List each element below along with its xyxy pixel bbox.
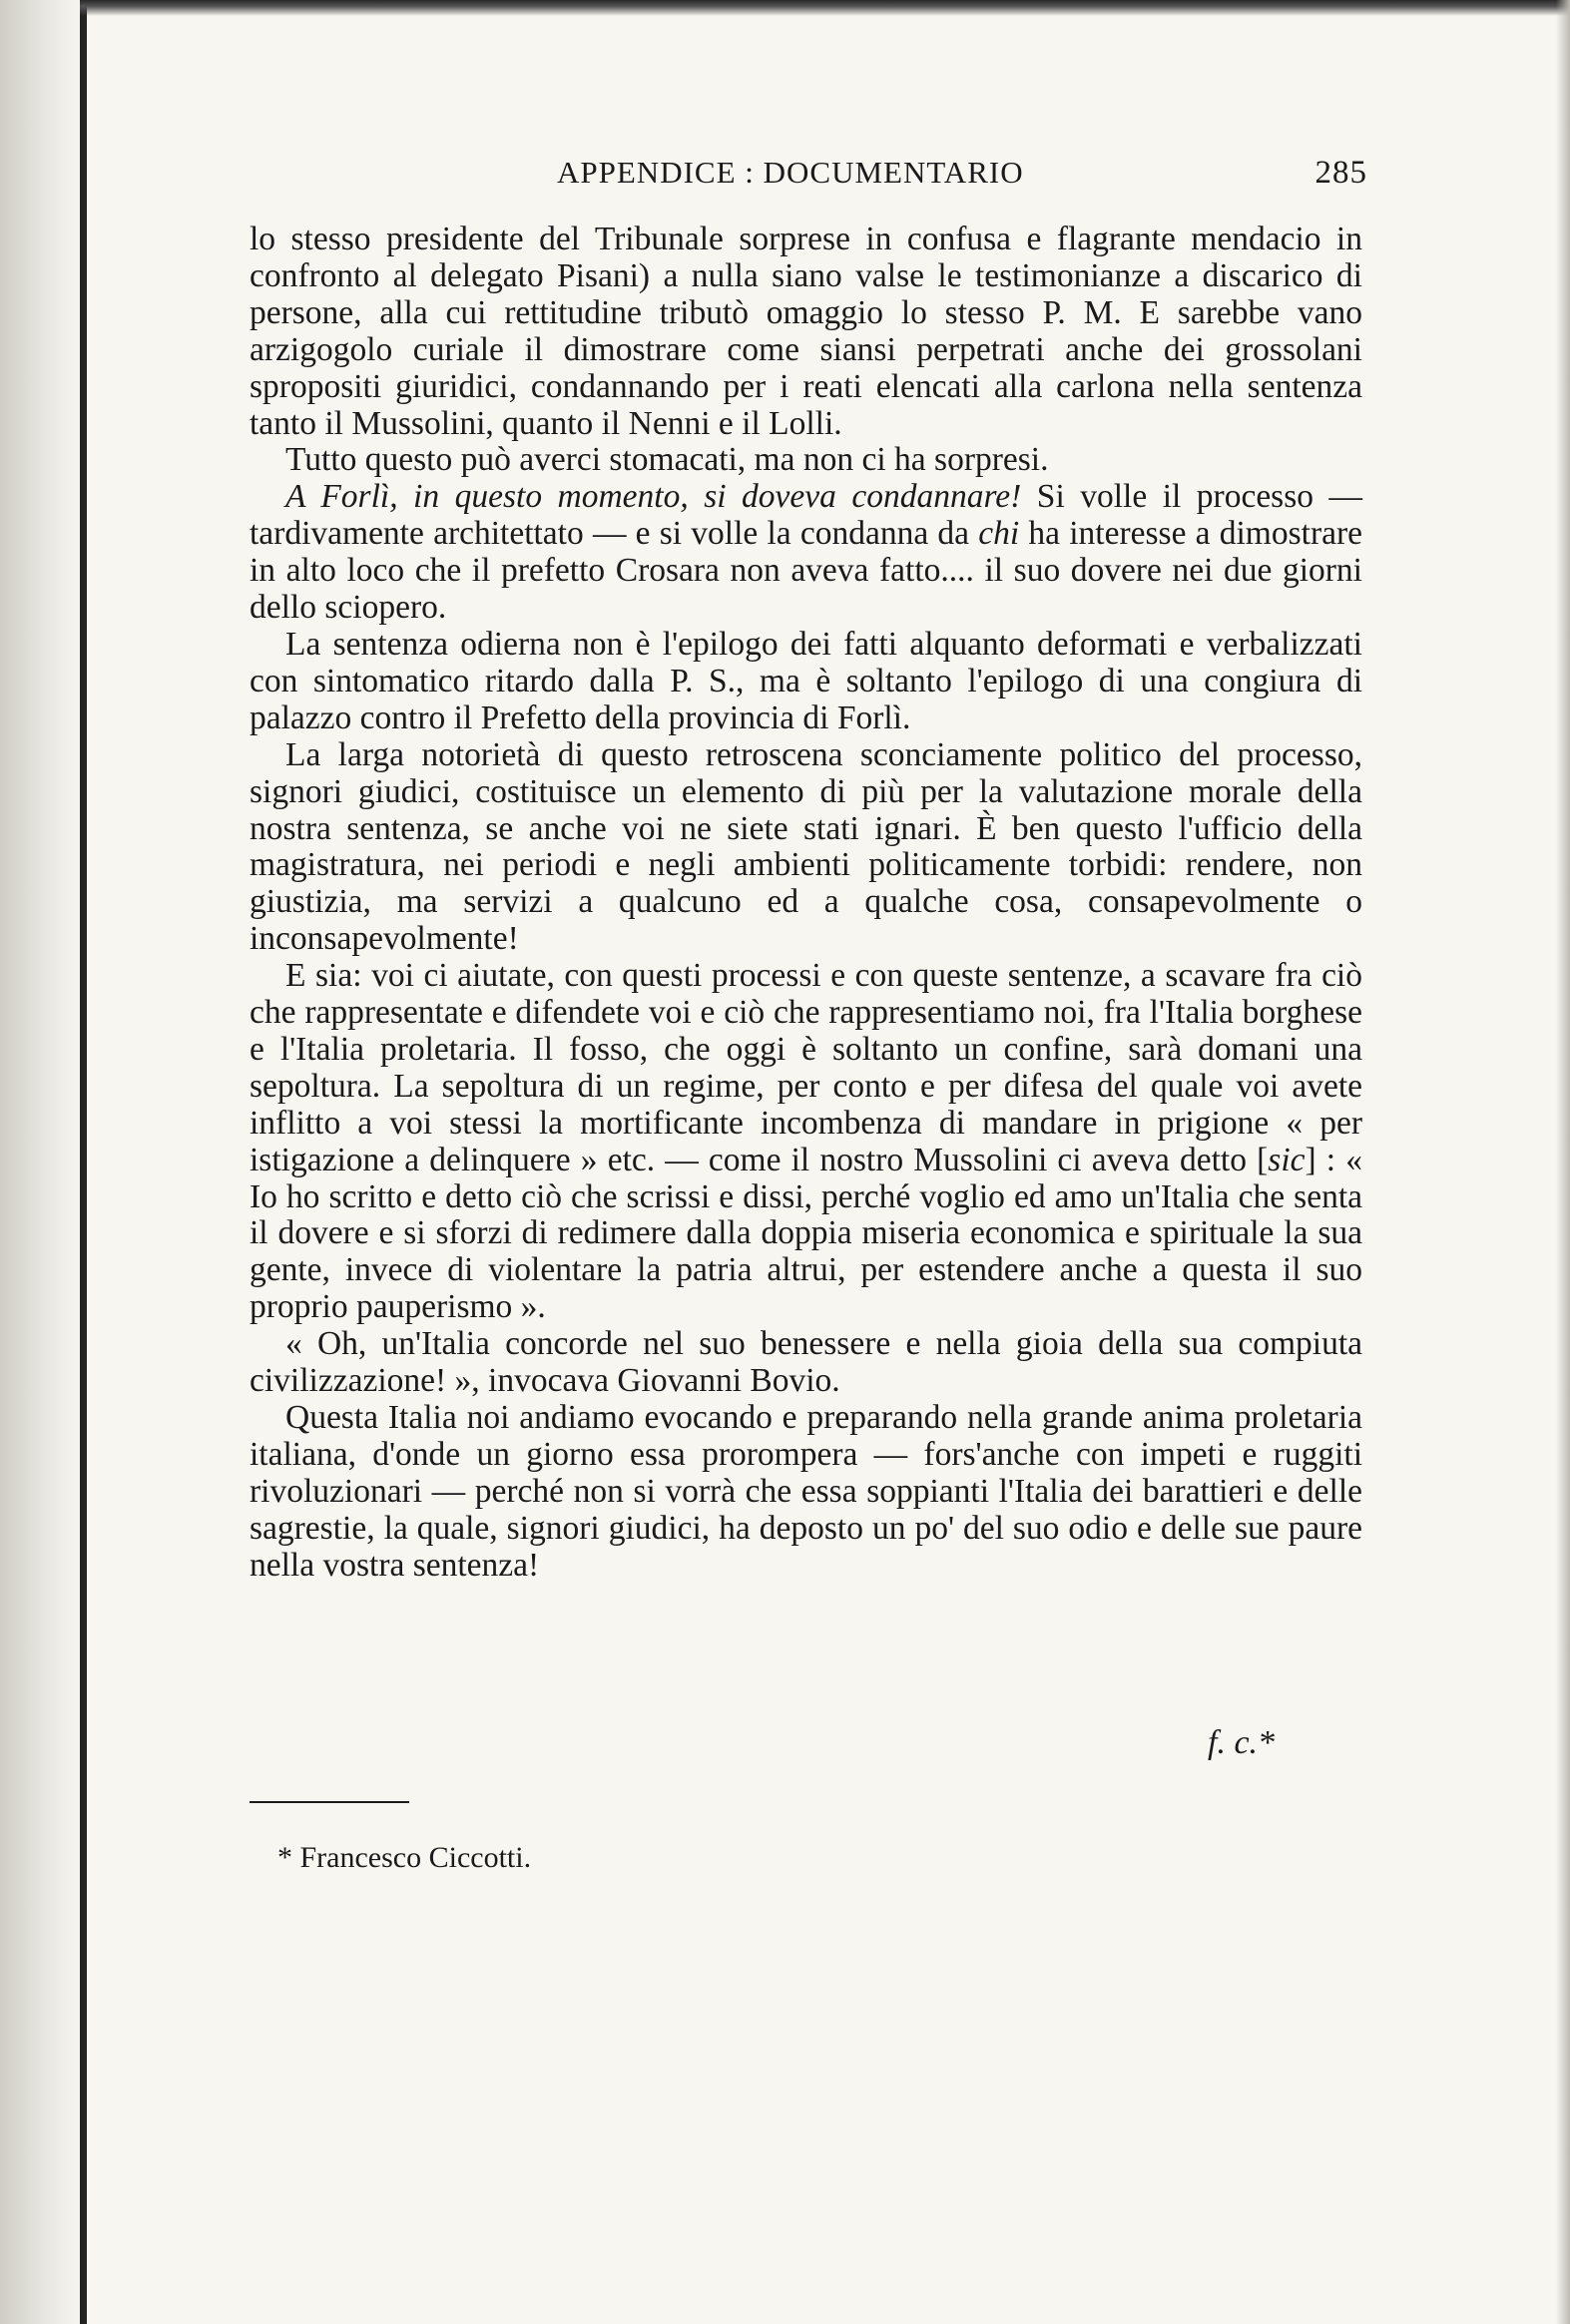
paragraph: « Oh, un'Italia concorde nel suo benessere e nella gioia della sua compiuta civilizzazione! », invocava Giovanni Bovio.: [250, 1325, 1362, 1400]
paragraph: [250, 479, 1362, 627]
running-head: [250, 155, 1367, 205]
paragraph: [250, 958, 1362, 1326]
page-shadow-left: [0, 0, 84, 2324]
running-title: APPENDICE : DOCUMENTARIO: [557, 155, 1024, 190]
paragraph: La sentenza odierna non è l'epilogo dei fatti alquanto deformati e verbalizzati con sintomatico ritardo dalla P. S., ma è soltanto l'epilogo di una congiura di palazzo contro il Prefetto della provincia di Forlì.: [250, 625, 1362, 736]
paragraph: La larga notorietà di questo retroscena sconciamente politico del processo, signori giudici, costituisce un elemento di più per la valutazione morale della nostra sentenza, se anche voi ne siete stati ignari. È ben questo l'ufficio della magistratura, nei periodi e negli ambienti politicamente torbidi: rendere, non giustizia, ma servizi a qualcuno ed a qualche cosa, consapevolmente o inconsapevolmente!: [250, 735, 1362, 958]
paragraph: lo stesso presidente del Tribunale sorprese in confusa e flagrante mendacio in confronto al delegato Pisani) a nulla siano valse le testimonianze a discarico di persone, alla cui rettitudine tributò omaggio lo stesso P. M. E sarebbe vano arzigogolo curiale il dimostrare come siansi perpetrati anche dei grossolani spropositi giuridici, condannando per i reati elencati alla carlona nella sentenza tanto il Mussolini, quanto il Nenni e il Lolli.: [250, 221, 1362, 442]
footnote-divider: [250, 1801, 409, 1803]
footnote: * Francesco Ciccotti.: [277, 1841, 532, 1874]
italic-word: sic: [1268, 1141, 1306, 1178]
italic-word: chi: [978, 515, 1020, 553]
page-right-edge: [1556, 0, 1570, 2324]
paragraph-text: E sia: voi ci aiutate, con questi processi e con queste sentenze, a scavare fra ciò che rappresentate e difendete voi e ciò che rappresentiamo noi, fra l'Italia borghese e l'Italia proletaria. Il fosso, che oggi è soltanto un confine, sarà domani una sepoltura. La sepoltura di un regime, per conto e per difesa del quale voi avete inflitto a voi stessi la mortificante incombenza di mandare in prigione « per istigazione a delinquere » etc. — come il nostro Mussolini ci aveva detto [: [250, 957, 1362, 1178]
body-text: [250, 222, 1362, 1585]
paragraph-text: ] : « Io ho scritto e detto ciò che scrissi e dissi, perché voglio ed amo un'Italia che senta il dovere e si sforzi di redimere dalla doppia miseria economica e spirituale la sua gente, invece di violentare la patria altrui, per estendere anche a questa il suo proprio pauperismo ».: [250, 1141, 1363, 1326]
binding-edge: [80, 0, 87, 2324]
paragraph-text: ha interesse a dimostrare in alto loco che il prefetto Crosara non aveva fatto.... il suo dovere nei due giorni dello sciopero.: [250, 515, 1362, 627]
paragraph: Tutto questo può averci stomacati, ma non ci ha sorpresi.: [285, 441, 1049, 479]
page-number: 285: [1314, 155, 1367, 191]
paragraph: Questa Italia noi andiamo evocando e preparando nella grande anima proletaria italiana, d'onde un giorno essa prorompera — fors'anche con impeti e ruggiti rivoluzionari — perché non si vorrà che essa soppianti l'Italia dei barattieri e delle sagrestie, la quale, signori giudici, ha deposto un po' del suo odio e delle sue paure nella vostra sentenza!: [250, 1399, 1362, 1584]
italic-phrase: A Forlì, in questo momento, si doveva condannare!: [285, 478, 1022, 516]
page-top-edge: [80, 0, 1570, 16]
paragraph-text: Si volle il processo — tardivamente architettato — e si volle la condanna da: [250, 478, 1362, 553]
signature-initials: f. c.*: [1208, 1724, 1276, 1761]
